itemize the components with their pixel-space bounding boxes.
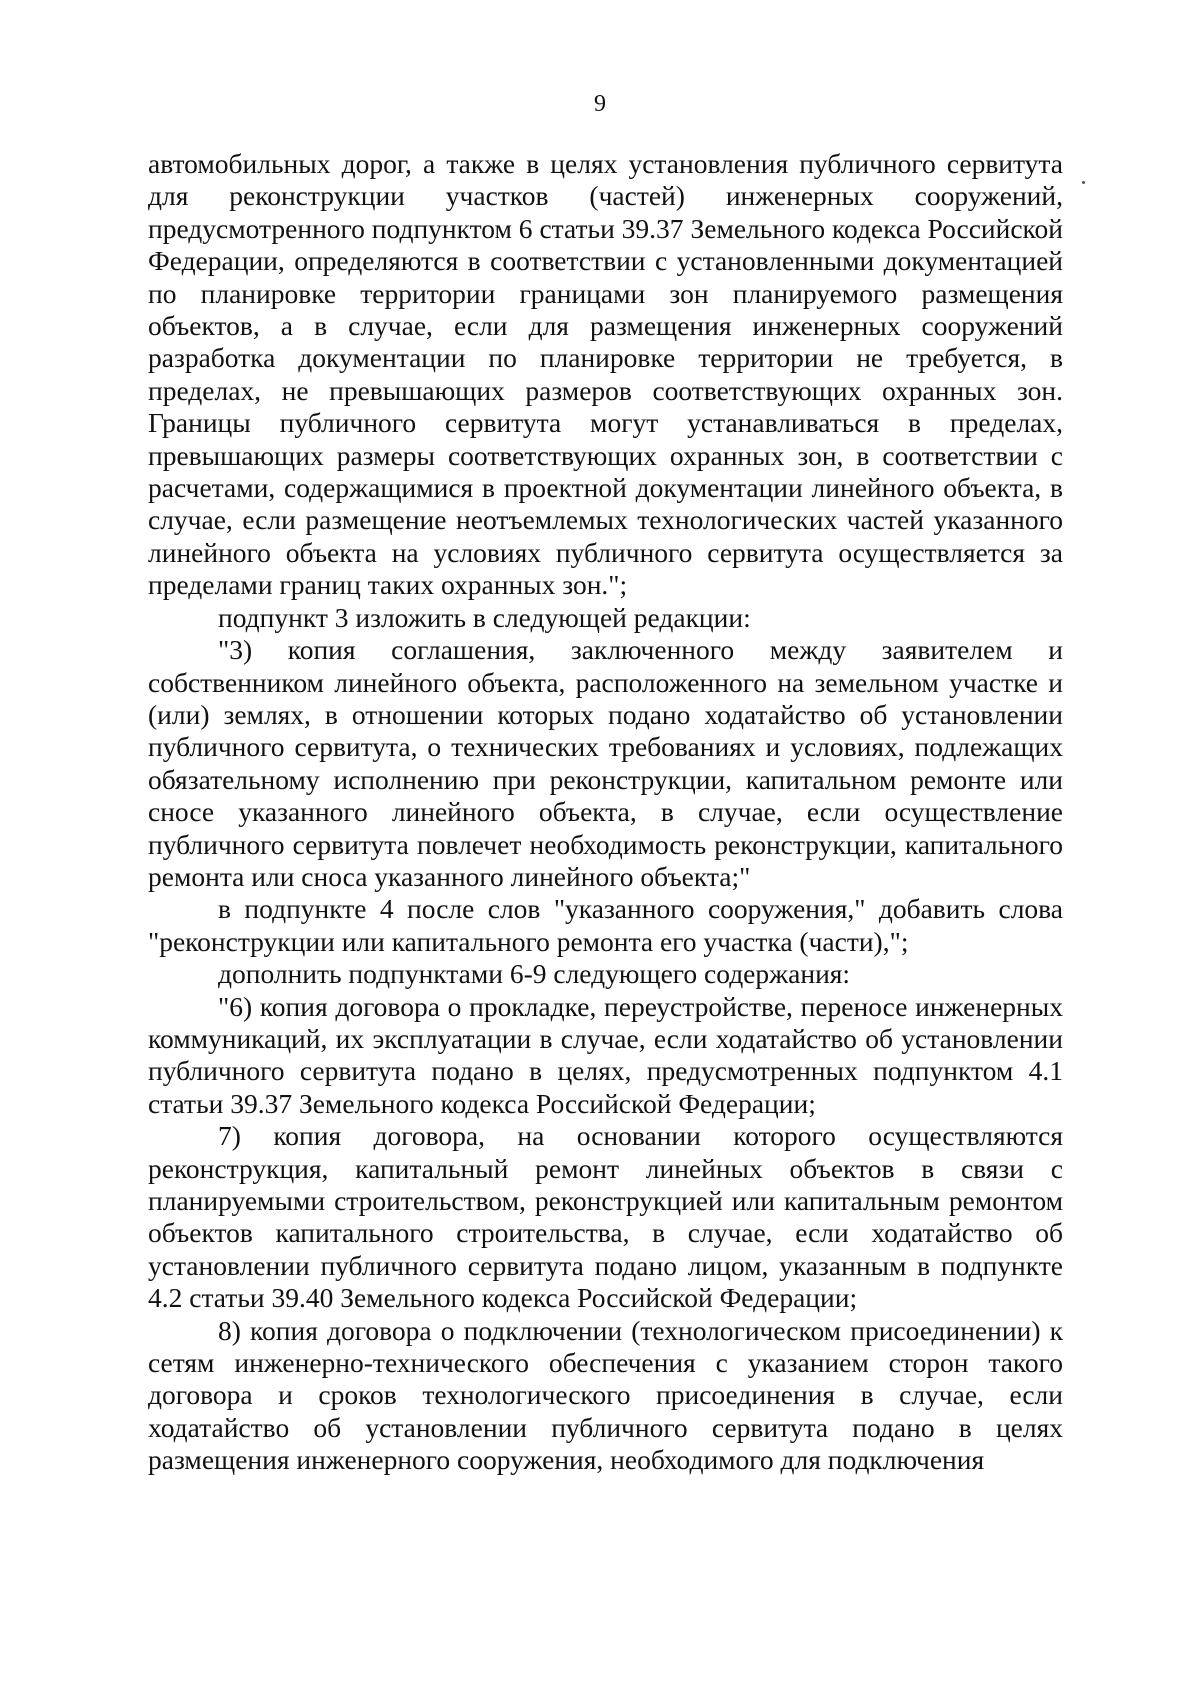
document-body bbox=[148, 148, 1063, 1477]
scan-speck bbox=[1082, 181, 1085, 184]
paragraph-subitem-8: 8) копия договора о подключении (технологическом присоединении) к сетям инженерно-технического обеспечения с указанием сторон такого договора и сроков технологического присоединения в случае, если ходатайство об установлении публичного сервитута подано в целях размещения инженерного сооружения, необходимого для подключения bbox=[148, 1314, 1063, 1476]
paragraph-subitem-6: "6) копия договора о прокладке, переустройстве, переносе инженерных коммуникаций, их эксплуатации в случае, если ходатайство об установлении публичного сервитута подано в целях, предусмотренных подпунктом 4.1 статьи 39.37 Земельного кодекса Российской Федерации; bbox=[148, 990, 1063, 1119]
paragraph-amend-subitem-4: в подпункте 4 после слов "указанного сооружения," добавить слова "реконструкции или капитального ремонта его участка (части),"; bbox=[148, 893, 1063, 957]
page-number: 9 bbox=[594, 91, 606, 117]
paragraph-subitem-3-text: "3) копия соглашения, заключенного между заявителем и собственником линейного объекта, расположенного на земельном участке и (или) землях, в отношении которых подано ходатайство об установлении публичного сервитута, о технических требованиях и условиях, подлежащих обязательному исполнению при реконструкции, капитальном ремонте или сносе указанного линейного объекта, в случае, если осуществление публичного сервитута повлечет необходимость реконструкции, капитального ремонта или сноса указанного линейного объекта;" bbox=[148, 634, 1063, 892]
paragraph-subitem-7: 7) копия договора, на основании которого осуществляются реконструкция, капитальный ремонт линейных объектов в связи с планируемыми строительством, реконструкцией или капитальным ремонтом объектов капитального строительства, в случае, если ходатайство об установлении публичного сервитута подано лицом, указанным в подпункте 4.2 статьи 39.40 Земельного кодекса Российской Федерации; bbox=[148, 1120, 1063, 1314]
paragraph-amend-subitem-3: подпункт 3 изложить в следующей редакции: bbox=[218, 601, 751, 633]
paragraph-add-subitems-6-9: дополнить подпунктами 6-9 следующего содержания: bbox=[218, 958, 851, 990]
paragraph-continuation: автомобильных дорог, а также в целях установления публичного сервитута для реконструкции участков (частей) инженерных сооружений, предусмотренного подпунктом 6 статьи 39.37 Земельного кодекса Российской Федерации, определяются в соответствии с установленными документацией по планировке территории границами зон планируемого размещения объектов, а в случае, если для размещения инженерных сооружений разработка документации по планировке территории не требуется, в пределах, не превышающих размеров соответствующих охранных зон. Границы публичного сервитута могут устанавливаться в пределах, превышающих размеры соответствующих охранных зон, в соответствии с расчетами, содержащимися в проектной документации линейного объекта, в случае, если размещение неотъемлемых технологических частей указанного линейного объекта на условиях публичного сервитута осуществляется за пределами границ таких охранных зон."; bbox=[148, 148, 1063, 601]
